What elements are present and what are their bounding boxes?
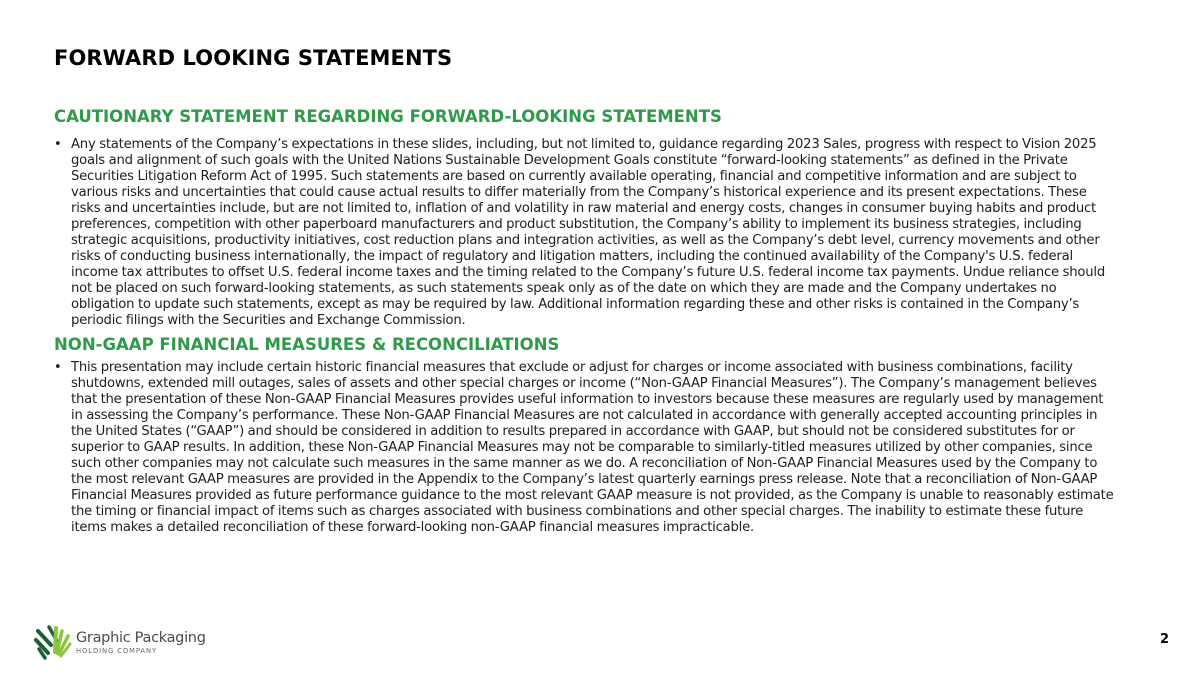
- cautionary-statement-text: Any statements of the Company’s expectations in these slides, including, but not limited to, guidance regarding 2023 Sales, progress with respect to Vision 2025 goals and alignment of such goals with the United Nations Sustainable Development Goals constitute “forward-looking statements” as defined in the Private Securities Litigation Reform Act of 1995. Such statements are based on currently available operating, financial and competitive information and are subject to various risks and uncertainties that could cause actual results to differ materially from the Company’s historical experience and its present expectations. These risks and uncertainties include, but are not limited to, inflation of and volatility in raw material and energy costs, changes in consumer buying habits and product preferences, competition with other paperboard manufacturers and product substitution, the Company’s ability to implement its business strategies, including strategic acquisitions, productivity initiatives, cost reduction plans and integration activities, as well as the Company’s debt level, currency movements and other risks of conducting business internationally, the impact of regulatory and litigation matters, including the continued availability of the Company's U.S. federal income tax attributes to offset U.S. federal income taxes and the timing related to the Company’s future U.S. federal income tax payments. Undue reliance should not be placed on such forward-looking statements, as such statements speak only as of the date on which they are made and the Company undertakes no obligation to update such statements, except as may be required by law. Additional information regarding these and other risks is contained in the Company’s periodic filings with the Securities and Exchange Commission.: [71, 137, 1105, 328]
- slide-content: [54, 106, 1116, 536]
- bullet-marker: •: [54, 360, 62, 375]
- non-gaap-bullet: [54, 360, 1116, 536]
- page-number: 2: [1159, 632, 1169, 647]
- logo-company-subtitle: HOLDING COMPANY: [76, 646, 158, 655]
- logo-wordmark: [76, 629, 206, 656]
- non-gaap-text: This presentation may include certain historic financial measures that exclude or adjust for charges or income associated with business combinations, facility shutdowns, extended mill outages, sales of assets and other special charges or income (“Non-GAAP Financial Measures”). The Company’s management believes that the presentation of these Non-GAAP Financial Measures provides useful information to investors because these measures are regularly used by management in assessing the Company’s performance. These Non-GAAP Financial Measures are not calculated in accordance with generally accepted accounting principles in the United States (“GAAP”) and should be considered in addition to results prepared in accordance with GAAP, but should not be considered substitutes for or superior to GAAP results. In addition, these Non-GAAP Financial Measures may not be comparable to similarly-titled measures utilized by other companies, since such other companies may not calculate such measures in the same manner as we do. A reconciliation of Non-GAAP Financial Measures used by the Company to the most relevant GAAP measures are provided in the Appendix to the Company’s latest quarterly earnings press release. Note that a reconciliation of Non-GAAP Financial Measures provided as future performance guidance to the most relevant GAAP measure is not provided, as the Company is unable to reasonably estimate the timing or financial impact of items such as charges associated with business combinations and other special charges. The inability to estimate these future items makes a detailed reconciliation of these forward-looking non-GAAP financial measures impracticable.: [71, 360, 1114, 535]
- slide-title: FORWARD LOOKING STATEMENTS: [54, 46, 453, 70]
- leaf-stripes-icon: [34, 622, 72, 662]
- company-logo: [34, 622, 206, 662]
- bullet-marker: •: [54, 137, 62, 152]
- logo-company-name: Graphic Packaging: [76, 629, 206, 646]
- non-gaap-heading: NON-GAAP FINANCIAL MEASURES & RECONCILIATIONS: [54, 335, 560, 354]
- cautionary-statement-bullet: [54, 137, 1116, 329]
- cautionary-statement-heading: CAUTIONARY STATEMENT REGARDING FORWARD-LOOKING STATEMENTS: [54, 107, 722, 126]
